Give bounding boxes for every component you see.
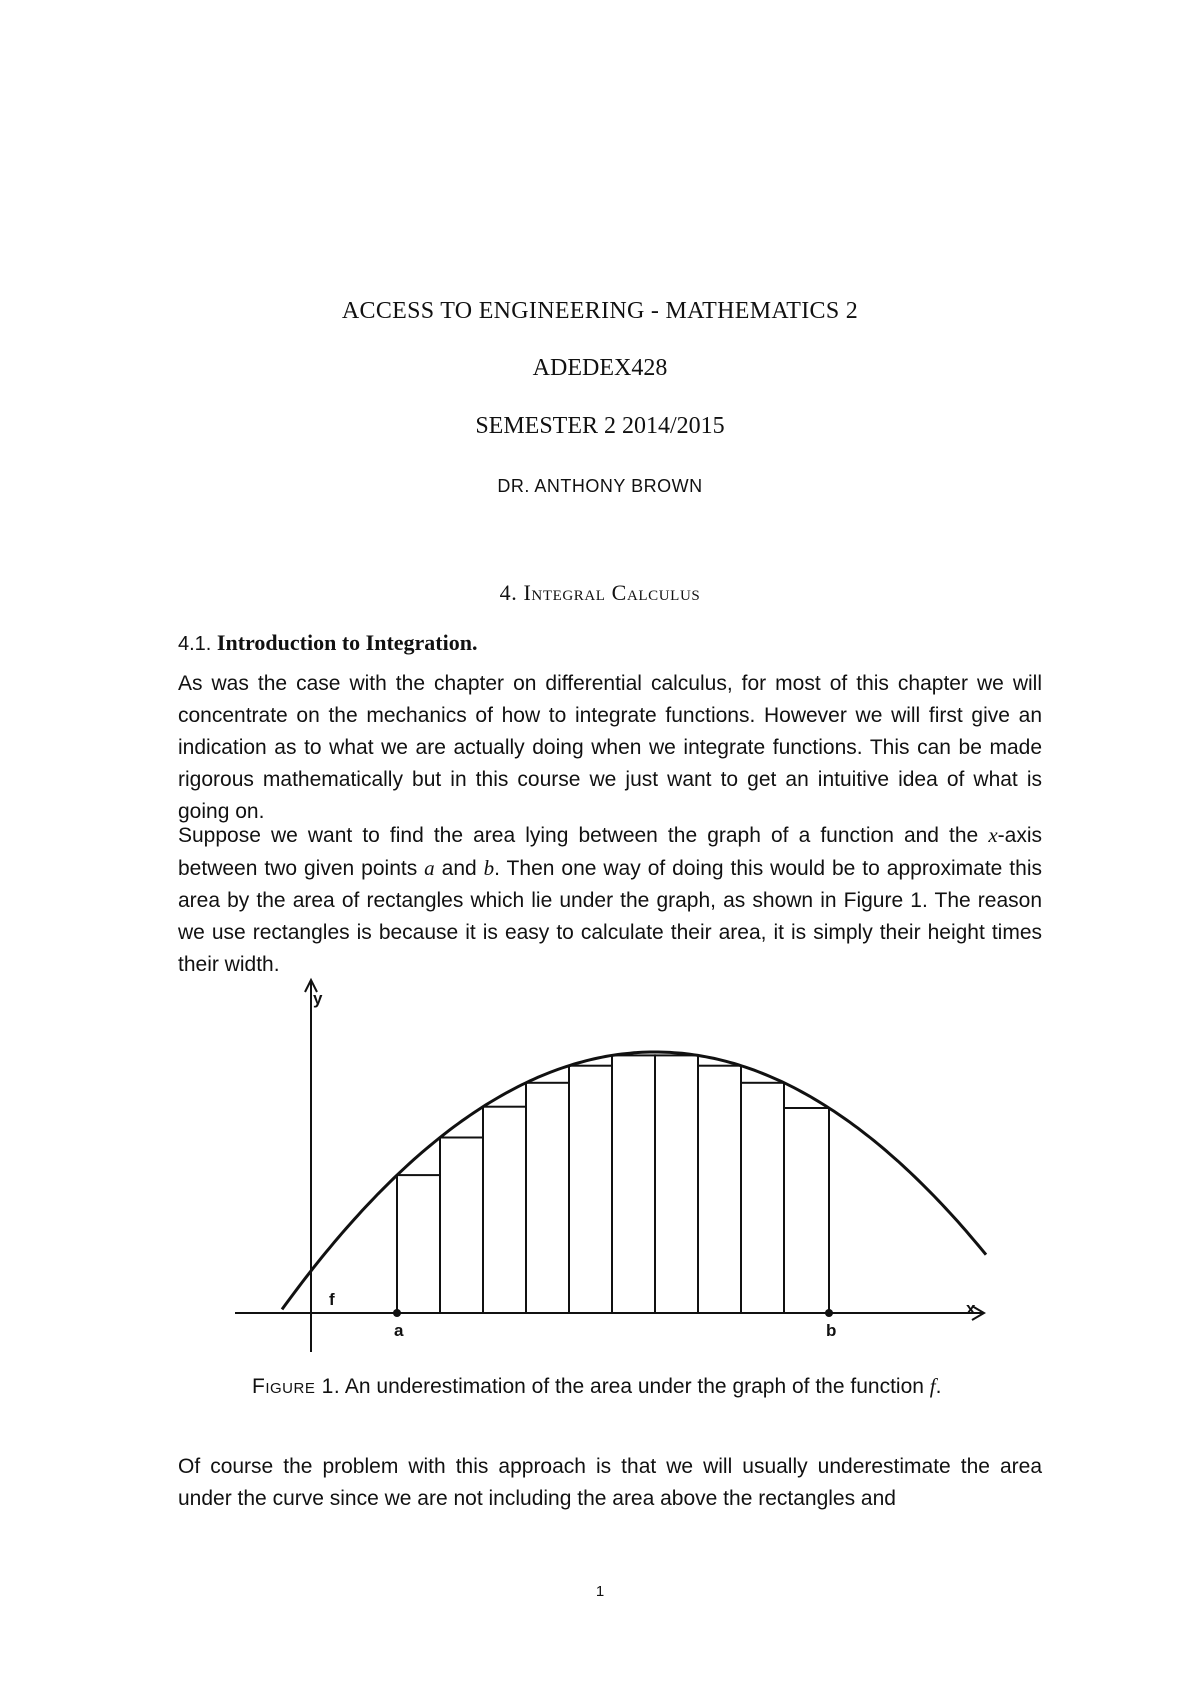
paragraph-2-part: . Then one way of doing this would be to approximate this area by the area of rectangles which lie under the graph, as shown in Figure 1. The reason we use rectangles is because it is easy to calculate their area, it is simply their height times their width. — [178, 857, 1042, 976]
paragraph-2-part: -axis between two given points — [178, 824, 1042, 880]
paragraph-1: As was the case with the chapter on differential calculus, for most of this chapter we will concentrate on the mechanics of how to integrate functions. However we will first give an indication as to what we are actually doing when we integrate functions. This can be made rigorous mathematically but in this course we just want to get an intuitive idea of what is going on. — [178, 672, 1042, 823]
math-a: a — [424, 856, 435, 880]
approximation-rectangle — [612, 1055, 655, 1313]
function-curve — [282, 1052, 986, 1309]
approximation-rectangle — [655, 1055, 698, 1313]
math-b: b — [483, 856, 495, 880]
approximation-rectangle — [526, 1083, 569, 1313]
paragraph-2-part: and — [434, 857, 484, 880]
figure-caption-function: f — [929, 1374, 936, 1398]
y-axis-label: y — [313, 989, 323, 1008]
point-a-label: a — [394, 1321, 404, 1340]
semester: SEMESTER 2 2014/2015 — [475, 413, 725, 439]
section-title: Introduction to Integration. — [216, 630, 478, 655]
approximation-rectangle — [569, 1066, 612, 1313]
figure-caption — [252, 1372, 972, 1401]
approximation-rectangle — [698, 1066, 741, 1313]
x-axis-arrowhead — [972, 1306, 984, 1320]
approximation-rectangle — [741, 1083, 784, 1313]
chapter-title: 4. Integral Calculus — [499, 580, 701, 605]
x-axis-label: x — [966, 1299, 976, 1318]
point-a-marker — [393, 1309, 401, 1317]
point-b-label: b — [826, 1321, 837, 1340]
point-b-marker — [825, 1309, 833, 1317]
rectangles-group — [397, 1055, 829, 1313]
author: DR. ANTHONY BROWN — [497, 476, 703, 496]
paragraph-3: Of course the problem with this approach is that we will usually underestimate the area under the curve since we are not including the area above the rectangles and — [178, 1455, 1042, 1510]
course-title: ACCESS TO ENGINEERING - MATHEMATICS 2 — [341, 298, 859, 324]
course-code: ADEDEX428 — [532, 355, 668, 381]
approximation-rectangle — [397, 1175, 440, 1313]
page-number: 1 — [595, 1583, 605, 1600]
paragraph-2 — [178, 819, 1042, 981]
figure-caption-label: Figure 1. — [252, 1375, 341, 1398]
section-number: 4.1. — [178, 633, 212, 655]
figure-caption-text: An underestimation of the area under the graph of the function — [340, 1375, 930, 1398]
math-x: x — [988, 823, 998, 847]
paragraph-2-part: Suppose we want to find the area lying between the graph of a function and the — [178, 824, 989, 847]
y-axis-arrowhead — [305, 980, 317, 992]
approximation-rectangle — [784, 1108, 829, 1313]
approximation-rectangle — [440, 1138, 483, 1314]
function-label: f — [329, 1290, 335, 1309]
approximation-rectangle — [483, 1107, 526, 1313]
section-heading — [178, 630, 477, 656]
figure-caption-end: . — [935, 1375, 942, 1398]
